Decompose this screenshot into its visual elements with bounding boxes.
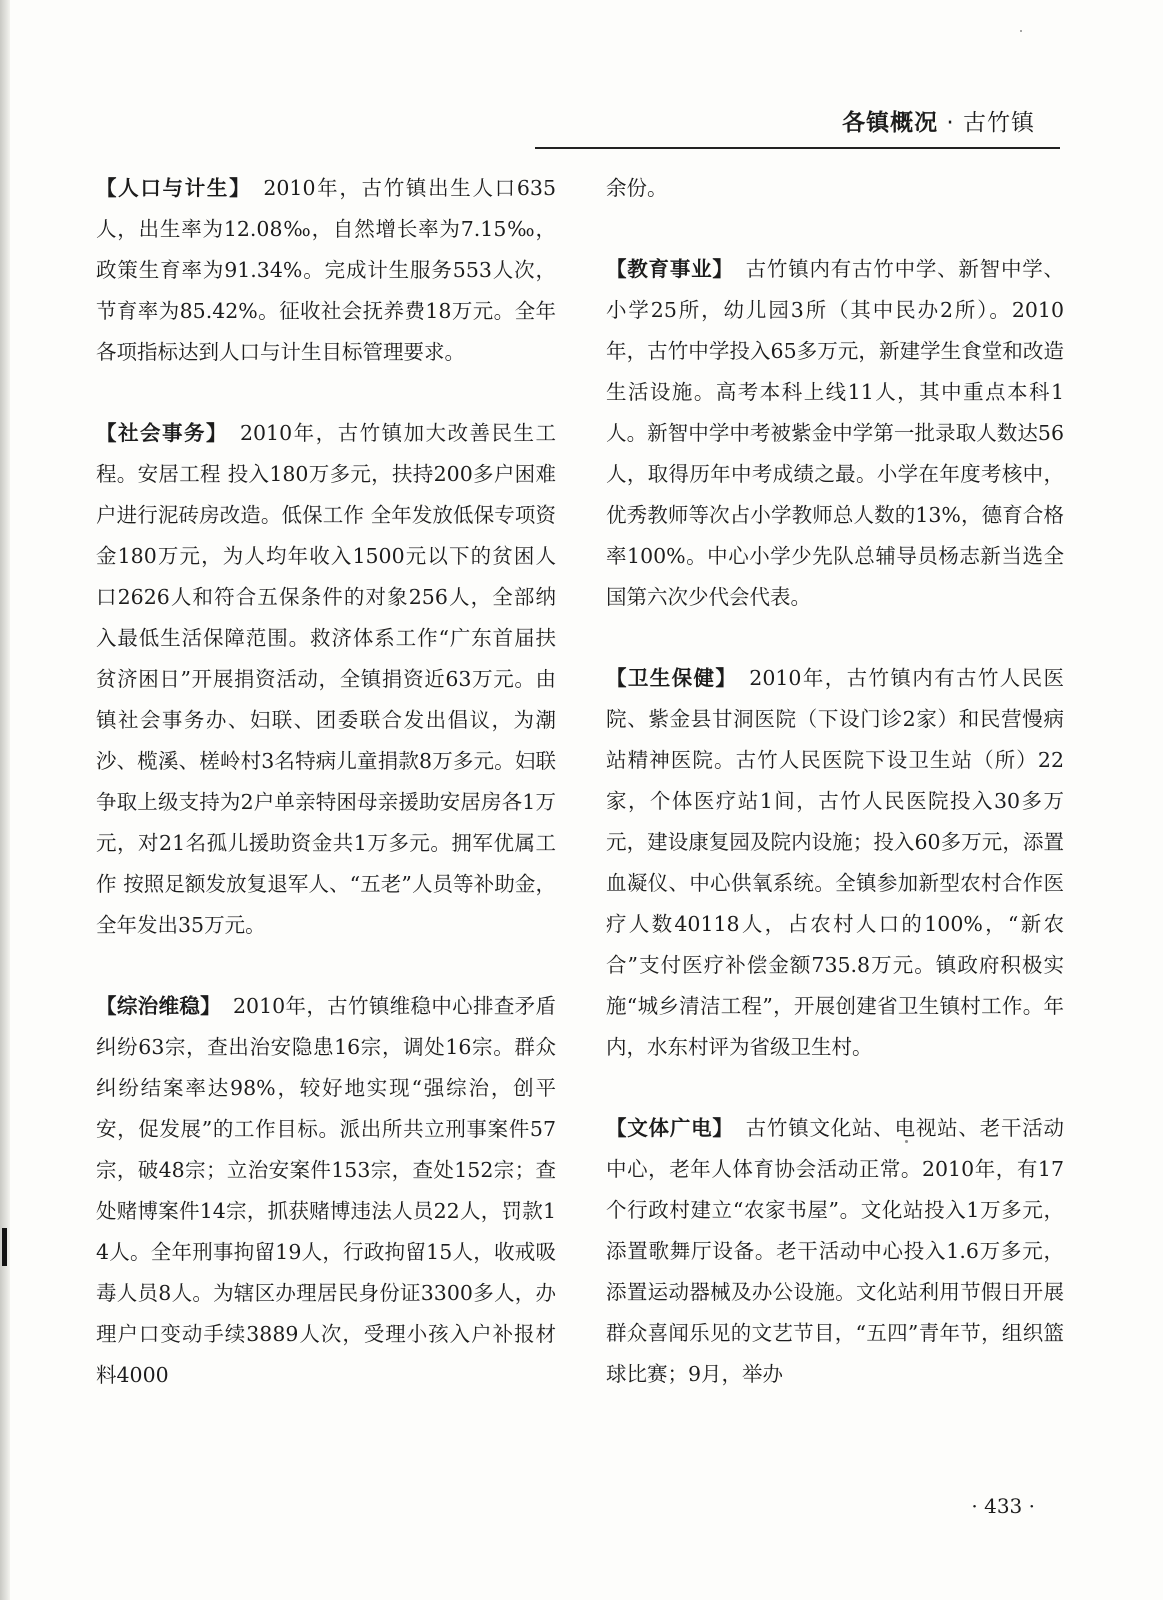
section-population [96, 168, 556, 373]
right-column [606, 168, 1064, 1435]
section-paragraph [606, 658, 1064, 1068]
scan-edge-mark [2, 1228, 7, 1266]
scan-edge-shadow [0, 0, 10, 1600]
section-heading: 【文体广电】 [606, 1116, 734, 1140]
section-body: 2010年，古竹镇维稳中心排查矛盾纠纷63宗，查出治安隐患16宗，调处16宗。群众纠纷结案率达98%，较好地实现“强综治，创平安，促发展”的工作目标。派出所共立刑事案件57宗，破48宗；立治安案件153宗，查处152宗；查处赌博案件14宗，抓获赌博违法人员22人，罚款14人。全年刑事拘留19人，行政拘留15人，收戒吸毒人员8人。为辖区办理居民身份证3300多人，办理户口变动手续3889人次，受理小孩入户补报材料4000 [96, 994, 556, 1387]
section-paragraph [606, 1108, 1064, 1395]
header-rule [535, 147, 1060, 149]
header-town: 古竹镇 [963, 110, 1035, 136]
section-heading: 【教育事业】 [606, 257, 734, 281]
section-heading: 【卫生保健】 [606, 666, 738, 690]
section-body: 古竹镇文化站、电视站、老干活动中心，老年人体育协会活动正常。2010年，有17个行政村建立“农家书屋”。文化站投入1万多元，添置歌舞厅设备。老干活动中心投入1.6万多元，添置运动器械及办公设施。文化站利用节假日开展群众喜闻乐见的文艺节目，“五四”青年节，组织篮球比赛；9月，举办 [606, 1116, 1065, 1386]
section-body: 古竹镇内有古竹中学、新智中学、小学25所，幼儿园3所（其中民办2所）。2010年，古竹中学投入65多万元，新建学生食堂和改造生活设施。高考本科上线11人，其中重点本科1人。新智中学中考被紫金中学第一批录取人数达56人，取得历年中考成绩之最。小学在年度考核中，优秀教师等次占小学教师总人数的13%，德育合格率100%。中心小学少先队总辅导员杨志新当选全国第六次少代会代表。 [606, 257, 1065, 609]
page-number: · 433 · [971, 1494, 1035, 1518]
section-education [606, 249, 1064, 618]
section-body: 2010年，古竹镇出生人口635人，出生率为12.08‰，自然增长率为7.15‰，政策生育率为91.34%。完成计生服务553人次，节育率为85.42%。征收社会抚养费18万元。全年各项指标达到人口与计生目标管理要求。 [96, 176, 556, 364]
section-body: 2010年，古竹镇内有古竹人民医院、紫金县甘洞医院（下设门诊2家）和民营慢病站精神医院。古竹人民医院下设卫生站（所）22家，个体医疗站1间，古竹人民医院投入30多万元，建设康复园及院内设施；投入60多万元，添置血凝仪、中心供氧系统。全镇参加新型农村合作医疗人数40118人，占农村人口的100%，“新农合”支付医疗补偿金额735.8万元。镇政府积极实施“城乡清洁工程”，开展创建省卫生镇村工作。年内，水东村评为省级卫生村。 [606, 666, 1065, 1059]
section-culture-sports [606, 1108, 1064, 1395]
header-separator: · [938, 110, 963, 136]
section-heading: 【人口与计生】 [96, 176, 252, 200]
left-column [96, 168, 556, 1436]
section-paragraph [96, 986, 556, 1396]
section-body: 2010年，古竹镇加大改善民生工程。安居工程 投入180万多元，扶持200多户困难户进行泥砖房改造。低保工作 全年发放低保专项资金180万元，为人均年收入1500元以下的贫困人口2626人和符合五保条件的对象256人，全部纳入最低生活保障范围。救济体系工作“广东首届扶贫济困日”开展捐资活动，全镇捐资近63万元。由镇社会事务办、妇联、团委联合发出倡议，为潮沙、榄溪、槎岭村3名特病儿童捐款8万多元。妇联争取上级支持为2户单亲特困母亲援助安居房各1万元，对21名孤儿援助资金共1万多元。拥军优属工作 按照足额发放复退军人、“五老”人员等补助金，全年发出35万元。 [96, 421, 557, 937]
scan-speck [905, 1140, 908, 1143]
section-paragraph [96, 413, 556, 946]
section-security [96, 986, 556, 1396]
section-paragraph [606, 249, 1064, 618]
section-heading: 【综治维稳】 [96, 994, 221, 1018]
scan-speck [1020, 30, 1022, 32]
section-paragraph [96, 168, 556, 373]
section-social-affairs [96, 413, 556, 946]
section-health [606, 658, 1064, 1068]
continued-text: 余份。 [606, 176, 668, 200]
running-header [842, 104, 1035, 137]
header-section: 各镇概况 [842, 110, 939, 136]
section-heading: 【社会事务】 [96, 421, 228, 445]
